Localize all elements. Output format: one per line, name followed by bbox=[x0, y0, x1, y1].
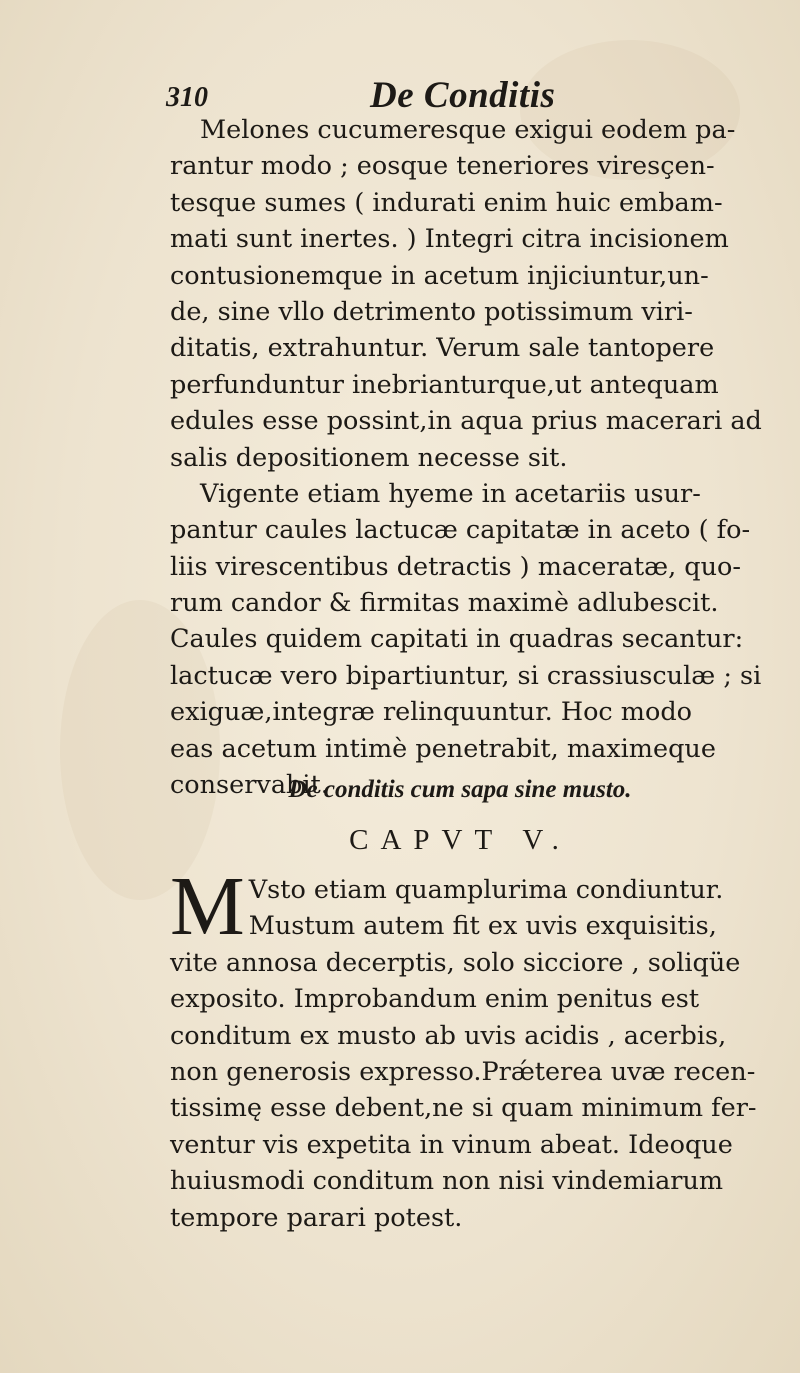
text-line: non generosis expresso.Prǽterea uvæ recen- bbox=[170, 1056, 756, 1087]
text-line: Mustum autem fit ex uvis exquisitis, bbox=[248, 911, 717, 942]
text-line: exposito. Improbandum enim penitus est bbox=[170, 984, 700, 1015]
page-number: 310 bbox=[166, 82, 208, 113]
text-line: edules esse possint,in aqua prius macerari ad bbox=[170, 406, 762, 437]
text-line: tissimę esse debent,ne si quam minimum fer- bbox=[170, 1093, 757, 1124]
text-line: Vsto etiam quamplurima condiuntur. bbox=[248, 875, 724, 905]
chapter-heading: CAPVT V. bbox=[349, 824, 571, 856]
section-subtitle: De conditis cum sapa sine musto. bbox=[288, 776, 632, 803]
text-line: huiusmodi conditum non nisi vindemiarum bbox=[170, 1166, 724, 1197]
drop-cap: M bbox=[170, 860, 245, 953]
text-line: conditum ex musto ab uvis acidis , acerbis, bbox=[170, 1020, 727, 1051]
text-line: Caules quidem capitati in quadras secantur: bbox=[170, 624, 744, 655]
text-line: ventur vis expetita in vinum abeat. Ideoque bbox=[170, 1129, 733, 1160]
text-line: tesque sumes ( indurati enim huic embam- bbox=[170, 187, 723, 218]
text-line: liis virescentibus detractis ) maceratæ, quo- bbox=[170, 551, 741, 582]
text-line: tempore parari potest. bbox=[170, 1202, 463, 1233]
running-head: De Conditis bbox=[370, 75, 556, 116]
text-line: de, sine vllo detrimento potissimum viri- bbox=[170, 296, 693, 327]
text-line: salis depositionem necesse sit. bbox=[170, 442, 568, 473]
text-line: contusionemque in acetum injiciuntur,un- bbox=[170, 260, 709, 291]
body-text bbox=[170, 112, 762, 803]
text-line: conservabit. bbox=[170, 770, 329, 801]
text-line: vite annosa decerptis, solo sicciore , soliqüe bbox=[170, 947, 741, 978]
text-line: perfunduntur inebrianturque,ut antequam bbox=[170, 369, 719, 400]
text-line: pantur caules lactucæ capitatæ in aceto ( fo- bbox=[170, 515, 751, 546]
text-line: ditatis, extrahuntur. Verum sale tantopere bbox=[170, 333, 715, 364]
text-line: rantur modo ; eosque teneriores viresçen- bbox=[170, 151, 715, 182]
text-line: Melones cucumeresque exigui eodem pa- bbox=[200, 115, 736, 145]
text-line: lactucæ vero bipartiuntur, si crassiusculæ ; si bbox=[170, 660, 762, 691]
text-line: mati sunt inertes. ) Integri citra incisionem bbox=[170, 224, 729, 255]
text-line: rum candor & firmitas maximè adlubescit. bbox=[170, 588, 719, 619]
chapter-body bbox=[170, 860, 757, 1236]
text-line: Vigente etiam hyeme in acetariis usur- bbox=[200, 478, 701, 509]
text-line: exiguæ,integræ relinquuntur. Hoc modo bbox=[170, 697, 693, 728]
text-line: eas acetum intimè penetrabit, maximeque bbox=[170, 733, 716, 764]
